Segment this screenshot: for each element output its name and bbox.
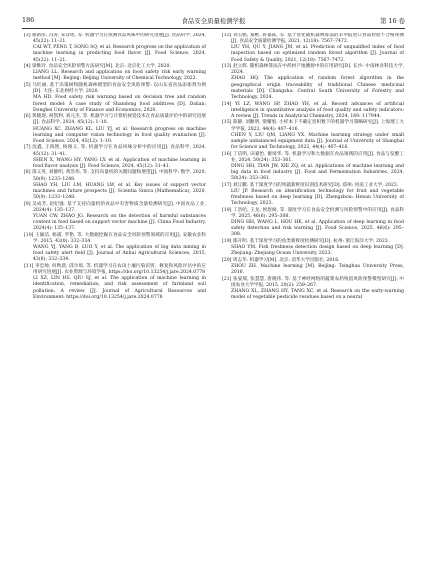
reference-entry [222,239,404,257]
reference-text-english: HUANG XC, ZHANG KL, LIU YJ, et al. Research progress on machine learning and computer vision technology in food quality evaluation [J]. Food Science, 2024, 45(12): 1–10. [33,126,206,144]
reference-entry [222,183,404,208]
reference-entry [222,64,404,101]
reference-text-chinese: 蔡新彤, 冯涛, 宋诗瑶, 等. 机器学习在预测食品风味中的研究进展[J]. 食品科学, 2024, 45(22): 11–21. [31,33,206,45]
reference-text-chinese: 周志华. 机器学习[M]. 北京: 清华大学出版社, 2016. [232,257,340,263]
reference-text-english: SHAO YM. Fish freshness detection design based on deep learning [D]. Zhejiang: Zhejiang Ocean University, 2023. [231,245,404,257]
reference-text-chinese: 邵义英, 刘静明, 黄浩伟, 等. 支持向量机的关键问题和展望[J]. 中国科学: 数学, 2020, 50(9): 1233–1248. [32,170,206,182]
reference-entry [24,202,206,233]
reference-text-chinese: 王颖洁, 杨浦, 罗艳, 等. 大数据挖掘在食品安全风险预警领域的应用[J]. 安徽农业科学, 2015, 43(8): 332–334. [33,232,206,244]
reference-text-english: CAI WT, PENG T, SONG SQ, et al. Research progress on the application of machine learning in predicting food flavor [J]. Food Science, 2024, 45(22): 11–21. [33,45,206,63]
reference-text-chinese: 张晏瑞, 张慧慧, 唐晓伟, 等. 基于神经网络的蔬菜农药残留风险预警模型研究[J]. 中国农业大学学报, 2015, 20(2): 259–267. [231,276,404,288]
reference-entry [222,258,404,276]
reference-text-english: SHAO YH, LIU LM, HUANG LW, et al. Key issues of support vector machines and future prospects [J]. Scientia Sinica (Mathematica), 2020, 50(9): 1233–1248. [33,182,206,201]
reference-number: [13] [222,64,232,70]
page-number: 186 [22,16,35,24]
reference-text-english: LIU JP. Research on identification technology for fruit and vegetable freshness based on deep learning [D]. Zhengzhou: Henan University of Technology, 2023. [231,188,404,207]
reference-entry [222,208,404,239]
reference-number: [9] [24,201,31,207]
reference-text-english: ZHANG XL, ZHANG HY, TANG XC, et al. Research on the early-warning model of vegetable pesticide residues based on a neural [231,288,404,301]
reference-text-chinese: 马红丽. 基于决策树和随机森林模型的食品安全风险预警: 以山东省食品添加剂为例[D]. 大连: 东北财经大学, 2020. [32,83,206,95]
reference-text-english: CHEN Y, LIU QM, LIANG YX. Machine learning strategy under small sample unbalanced equipment data [J]. Journal of University of Shanghai for Science and Technology, 2022, 44(4): 407–416. [231,132,404,150]
reference-text-english: DING HH, TIAN JW, XIE ZQ, et al. Applications of machine learning and big data in food industry [J]. Food and Fermentation Industries, 2024, 50(24): 353–361. [231,163,404,182]
page-header [22,14,405,29]
reference-entry [24,114,206,145]
reference-text-chinese: 梁唯玲. 食品安全风险预警方法研究[M]. 北京: 北京化工大学, 2020. [31,64,171,70]
reference-text-english: LIANG LL. Research and application on food safety risk early warning method [M]. Beijing: Beijing University of Chemical Technology, 2022. [33,70,206,82]
reference-text-english: WANG YJ, YANG B, LUO Y, et al. The application of big data mining in food safety alert field [J]. Journal of Anhui Agricultural Sciences, 2015, 43(8): 332–334. [33,245,206,263]
reference-entry [222,152,404,183]
reference-text-chinese: 沈鑫, 王海艳, 杨俊义, 等. 机器学习在食品风味分析中的应用[J]. 食品科学, 2024, 45(12): 31–41. [32,145,206,157]
reference-text-chinese: 陈静, 刘勤明, 梁耀旭. 小样本下不确定容积数下的机器学习策略研究[J]. 上海理工大学学报, 2022, 44(4): 407–416. [231,120,404,132]
reference-text-english: YI LZ, WANG SP, ZHAO YH, et al. Recent advances of artificial intelligence in quantitative analysis of food quality and safety indicators: A review [J]. Trends in Analytical Chemistry, 2024, 180: 117944. [231,101,404,119]
reference-text-chinese: 赵立辉. 随机森林算法在中药材产地溯源中的应用研究[D]. 长沙: 中南林业科技大学, 2024. [231,64,404,76]
reference-text-english: ZHOU ZH. Machine learning [M]. Beijing: Tsinghua University Press, 2016. [231,263,404,276]
reference-entry [222,277,404,302]
reference-number: [4] [24,64,31,70]
reference-entry [222,120,404,151]
reference-number: [18] [222,207,232,213]
reference-text-chinese: 刘玉帆, 桑彬, 蒋嘉荻, 等. 基于优化随机森林算法的未申报进口食品检验不合格预测[J]. 食品安全质量检测学报, 2021, 12(18): 7567–7472. [231,33,404,45]
reference-text-chinese: 黄晓现, 祝凯利, 刘元杰, 等. 机器学习与计算机视觉技术在食品质量评价中的研究进展[J]. 食品科学, 2024, 45(12): 1–10. [32,114,206,126]
reference-entry [24,145,206,170]
reference-number: [20] [222,257,232,263]
reference-entry [24,33,206,64]
reference-number: [15] [222,120,232,126]
reference-entry [24,83,206,114]
reference-number: [6] [24,114,31,120]
reference-number: [12] [222,33,232,38]
reference-text-chinese: 刘江鹏. 基于深度学习的果蔬新鲜度识别技术研究[D]. 郑州: 河南工业大学, 2023. [232,182,399,188]
reference-text-english: LIU YH, QU Y, JIANG JM, et al. Prediction of unqualified index of food inspection based on optimized random forest algorithm [J]. Journal of Food Safety & Quality, 2021, 12(18): 7567–7472. [231,45,404,63]
reference-number: [19] [222,238,232,244]
reference-text-english: DING HH, WANG L, HOU HK, et al. Application of deep learning in food safety detection and risk warning [J]. Food Science, 2025, 46(6): 295–308. [231,220,404,238]
reference-entry [222,102,404,120]
reference-number: [16] [222,151,232,157]
reference-text-english: MA HD. Food safety risk warning based on decision tree and random forest model: A case study of Shandong food additives [D]. Dalian: Dongbei University of Finance and Economics, 2020. [33,95,206,113]
reference-number: [21] [222,276,232,282]
journal-title: 食品安全质量检测学报 [181,17,246,25]
volume-label: 第 16 卷 [380,17,405,25]
reference-number: [17] [222,182,232,188]
reference-entry [24,264,206,301]
reference-number: [7] [24,145,31,151]
reference-number: [14] [222,101,232,107]
reference-text-english: LI XZ, LIN HS, QIU SJ, et al. The application of machine learning in identification, remediation, and risk assessment of farmland soil pollution: A review [J]. Journal of Agricultural Resources and Environment: https://doi.org/10.13254/j.jare.2024.0778 [33,276,206,300]
reference-entry [24,64,206,82]
reference-text-chinese: 李忠帅, 何秋晨, 邱少璋, 等. 机器学习在农田土壤污染识别、修复和风险评估中的应用研究进展[J]. 农业资源与环境学报, https://doi.org/10.13254/j.jare.2024.0778 [33,263,206,276]
reference-number: [10] [24,232,34,238]
reference-text-english: SHEN X, WANG HY, YANG LY, et al. Application of machine learning in food flavor analysis [J]. Food Science, 2024, 45(12): 31–41. [33,157,206,169]
reference-number: [8] [24,170,31,176]
reference-column-left [24,33,206,573]
reference-entry [24,170,206,201]
reference-text-english: YUAN CW, ZHAO JG. Research on the detection of harmful substances content in food based on support vector machine [J]. China Food Industry, 2024(4): 135–137. [33,213,206,232]
reference-text-chinese: 邵开明. 基于深度学习的鱼类新鲜度检测研究[D]. 杭州: 浙江海洋大学, 2023. [232,238,390,244]
reference-number: [5] [24,83,31,89]
reference-number: [3] [24,33,31,38]
reference-entry [24,233,206,264]
reference-text-chinese: 丁浩哈, 王龙, 侯煜树, 等. 深度学习在食品安全检测与风险预警中的应用[J]. 食品科学, 2025, 46(6): 295–308. [231,207,404,219]
reference-text-chinese: 吴成芳, 赵纪强. 基于支持向量机的食品中有害物质含量检测研究[J]. 中国食品工业, 2024(4): 135–137. [32,201,206,213]
reference-column-right [222,33,404,573]
reference-number: [11] [24,263,34,269]
reference-text-chinese: 丁信明, 田嘉怡, 谢靖华, 等. 机器学习和大数据在食品领域的应用[J]. 食品与发酵工业, 2024, 50(24): 353–361. [231,151,404,163]
reference-entry [222,33,404,64]
reference-text-english: ZHAO HQ. The application of random forest algorithm in the geographical origin traceability of traditional Chinese medicinal materials [D]. Changsha: Central South University of Forestry and Technology, 2024. [231,76,404,100]
